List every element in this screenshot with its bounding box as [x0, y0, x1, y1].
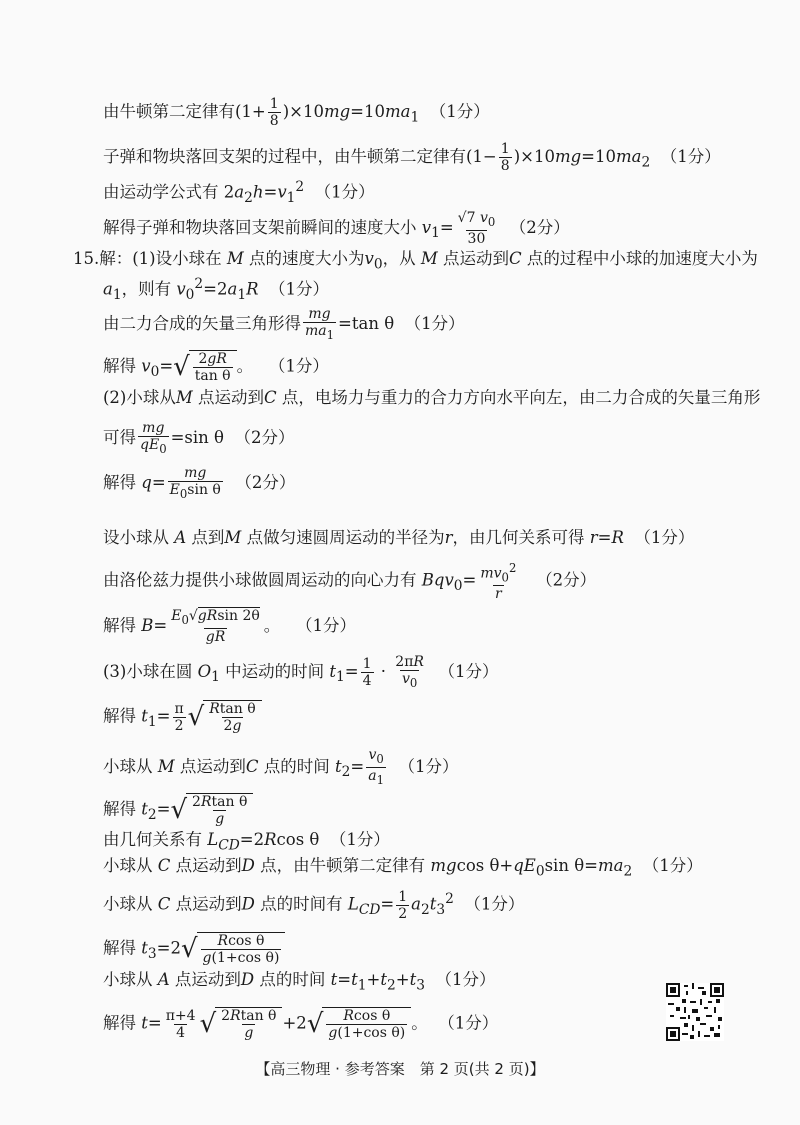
eq-line-23: 解得 t= $\frac{\pi+4}{4}$ √ $\frac{\text{2Rtan θ}}{g}$ +2 √ $\frac{\text{Rcos θ}}{\text{g(1+cos θ)}}$ 。 （1分） [103, 1007, 499, 1041]
eq-line-6: 由二力合成的矢量三角形得 $\frac{mg}{ma_1}$ =tan θ （1分） [103, 306, 465, 342]
eq-line-4: 解得子弹和物块落回支架前瞬间的速度大小 $v_1=$ $\frac{√7 v_0}{30}$ （2分） [103, 210, 570, 247]
sqrt: √ $\frac{\text{Rcos θ}}{\text{g(1+cos θ)}}$ [307, 1007, 411, 1041]
fraction: $\frac{mv_0^2}{r}$ [480, 561, 517, 603]
fraction: $\frac{2\pi R}{v_0}$ [395, 654, 424, 690]
eq-line-3: 由运动学公式有 $2a_2h=v_1^2$ （1分） [103, 179, 375, 206]
problem-15-line-2: $a_1$，则有 $v_0^2=2a_1R$ （1分） [103, 276, 330, 303]
sqrt: √ $\frac{\text{2Rtan θ}}{g}$ [200, 1007, 283, 1041]
fraction: $\frac{1}{8}$ [500, 141, 510, 174]
fraction: $\frac{mg}{E_0\sin \theta}$ [169, 465, 221, 501]
eq-line-1: 由牛顿第二定律有(1+ $\frac{1}{8}$ )$\times 10mg=10ma_1$ （1分） [103, 96, 490, 129]
eq-line-8: (2)小球从M 点运动到C 点，电场力与重力的合力方向水平向左，由二力合成的矢量三角形 [103, 388, 761, 407]
sqrt: √ $\frac{\text{Rtan θ}}{2g}$ [188, 700, 262, 734]
fraction: $\frac{mg}{qE_0}$ [140, 420, 167, 456]
sqrt: √ $\frac{\text{2Rtan θ}}{g}$ [170, 793, 253, 827]
eq-line-9: 可得 $\frac{mg}{qE_0}$ =sin θ （2分） [103, 420, 295, 456]
qr-code-icon [666, 983, 724, 1041]
fraction: $\frac{1}{4}$ [362, 655, 372, 689]
eq-line-15: 解得 $t_1=$ $\frac{\pi}{2}$ √ $\frac{\text{Rtan θ}}{2g}$ [103, 700, 262, 734]
eq-line-2: 子弹和物块落回支架的过程中，由牛顿第二定律有(1− $\frac{1}{8}$ )$\times 10mg=10ma_2$ （1分） [103, 141, 721, 174]
fraction: $\frac{E_0√gRsin 2\theta}{gR}$ [171, 608, 260, 645]
eq-line-14: (3)小球在圆 $O_1$ 中运动的时间 $t_1=$ $\frac{1}{4}$ · $\frac{2\pi R}{v_0}$ （1分） [103, 654, 499, 690]
eq-line-11: 设小球从 A 点到M 点做匀速圆周运动的半径为r，由几何关系可得 r=R （1分） [103, 528, 695, 547]
fraction: $\frac{v_0}{a_1}$ [368, 747, 385, 787]
fraction: $\frac{√7 v_0}{30}$ [457, 210, 496, 247]
eq-line-7: 解得 $v_0=$ √ $\frac{2gR}{\text{tan θ}}$ 。 （1分） [103, 351, 329, 384]
eq-line-13: 解得 B= $\frac{E_0√gRsin 2\theta}{gR}$ 。 （1分） [103, 608, 357, 645]
sqrt: √ $\frac{\text{Rcos θ}}{\text{g(1+cos θ)}}$ [181, 932, 285, 966]
eq-line-10: 解得 q= $\frac{mg}{E_0\sin \theta}$ （2分） [103, 465, 296, 501]
fraction: $\frac{1}{8}$ [269, 96, 279, 129]
sqrt: √ $\frac{2gR}{\text{tan θ}}$ [173, 350, 236, 384]
eq-line-21: 解得 $t_3=2$ √ $\frac{\text{Rcos θ}}{\text{g(1+cos θ)}}$ [103, 932, 285, 966]
eq-line-22: 小球从 A 点运动到D 点的时间 $t=t_1+t_2+t_3$ （1分） [103, 970, 496, 994]
fraction: $\frac{\pi+4}{4}$ [165, 1007, 196, 1041]
fraction: $\frac{mg}{ma_1}$ [305, 306, 335, 342]
eq-line-16: 小球从 M 点运动到C 点的时间 $t_2=$ $\frac{v_0}{a_1}$ （1分） [103, 747, 459, 787]
eq-line-20: 小球从 C 点运动到D 点的时间有 $L_{CD}=$ $\frac{1}{2}$ $a_2t_3^2$ （1分） [103, 888, 525, 922]
eq-line-12: 由洛伦兹力提供小球做圆周运动的向心力有 Bqv$_0$= $\frac{mv_0^2}{r}$ （2分） [103, 561, 597, 603]
fraction: $\frac{\pi}{2}$ [174, 700, 184, 734]
problem-15-line-1: 15.解：(1)设小球在 M 点的速度大小为$v_0$，从 M 点运动到C 点的过程中小球的加速度大小为 [73, 249, 758, 273]
page-footer: 【高三物理 · 参考答案 第 2 页(共 2 页)】 [255, 1060, 545, 1078]
eq-line-17: 解得 $t_2=$ √ $\frac{\text{2Rtan θ}}{g}$ [103, 793, 253, 827]
eq-line-18: 由几何关系有 $L_{CD}=2Rcos$ θ （1分） [103, 830, 390, 854]
eq-line-19: 小球从 C 点运动到D 点，由牛顿第二定律有 mgcos $\theta+qE_0\sin$ $\theta=ma_2$ （1分） [103, 856, 703, 880]
fraction: $\frac{1}{2}$ [398, 888, 408, 922]
